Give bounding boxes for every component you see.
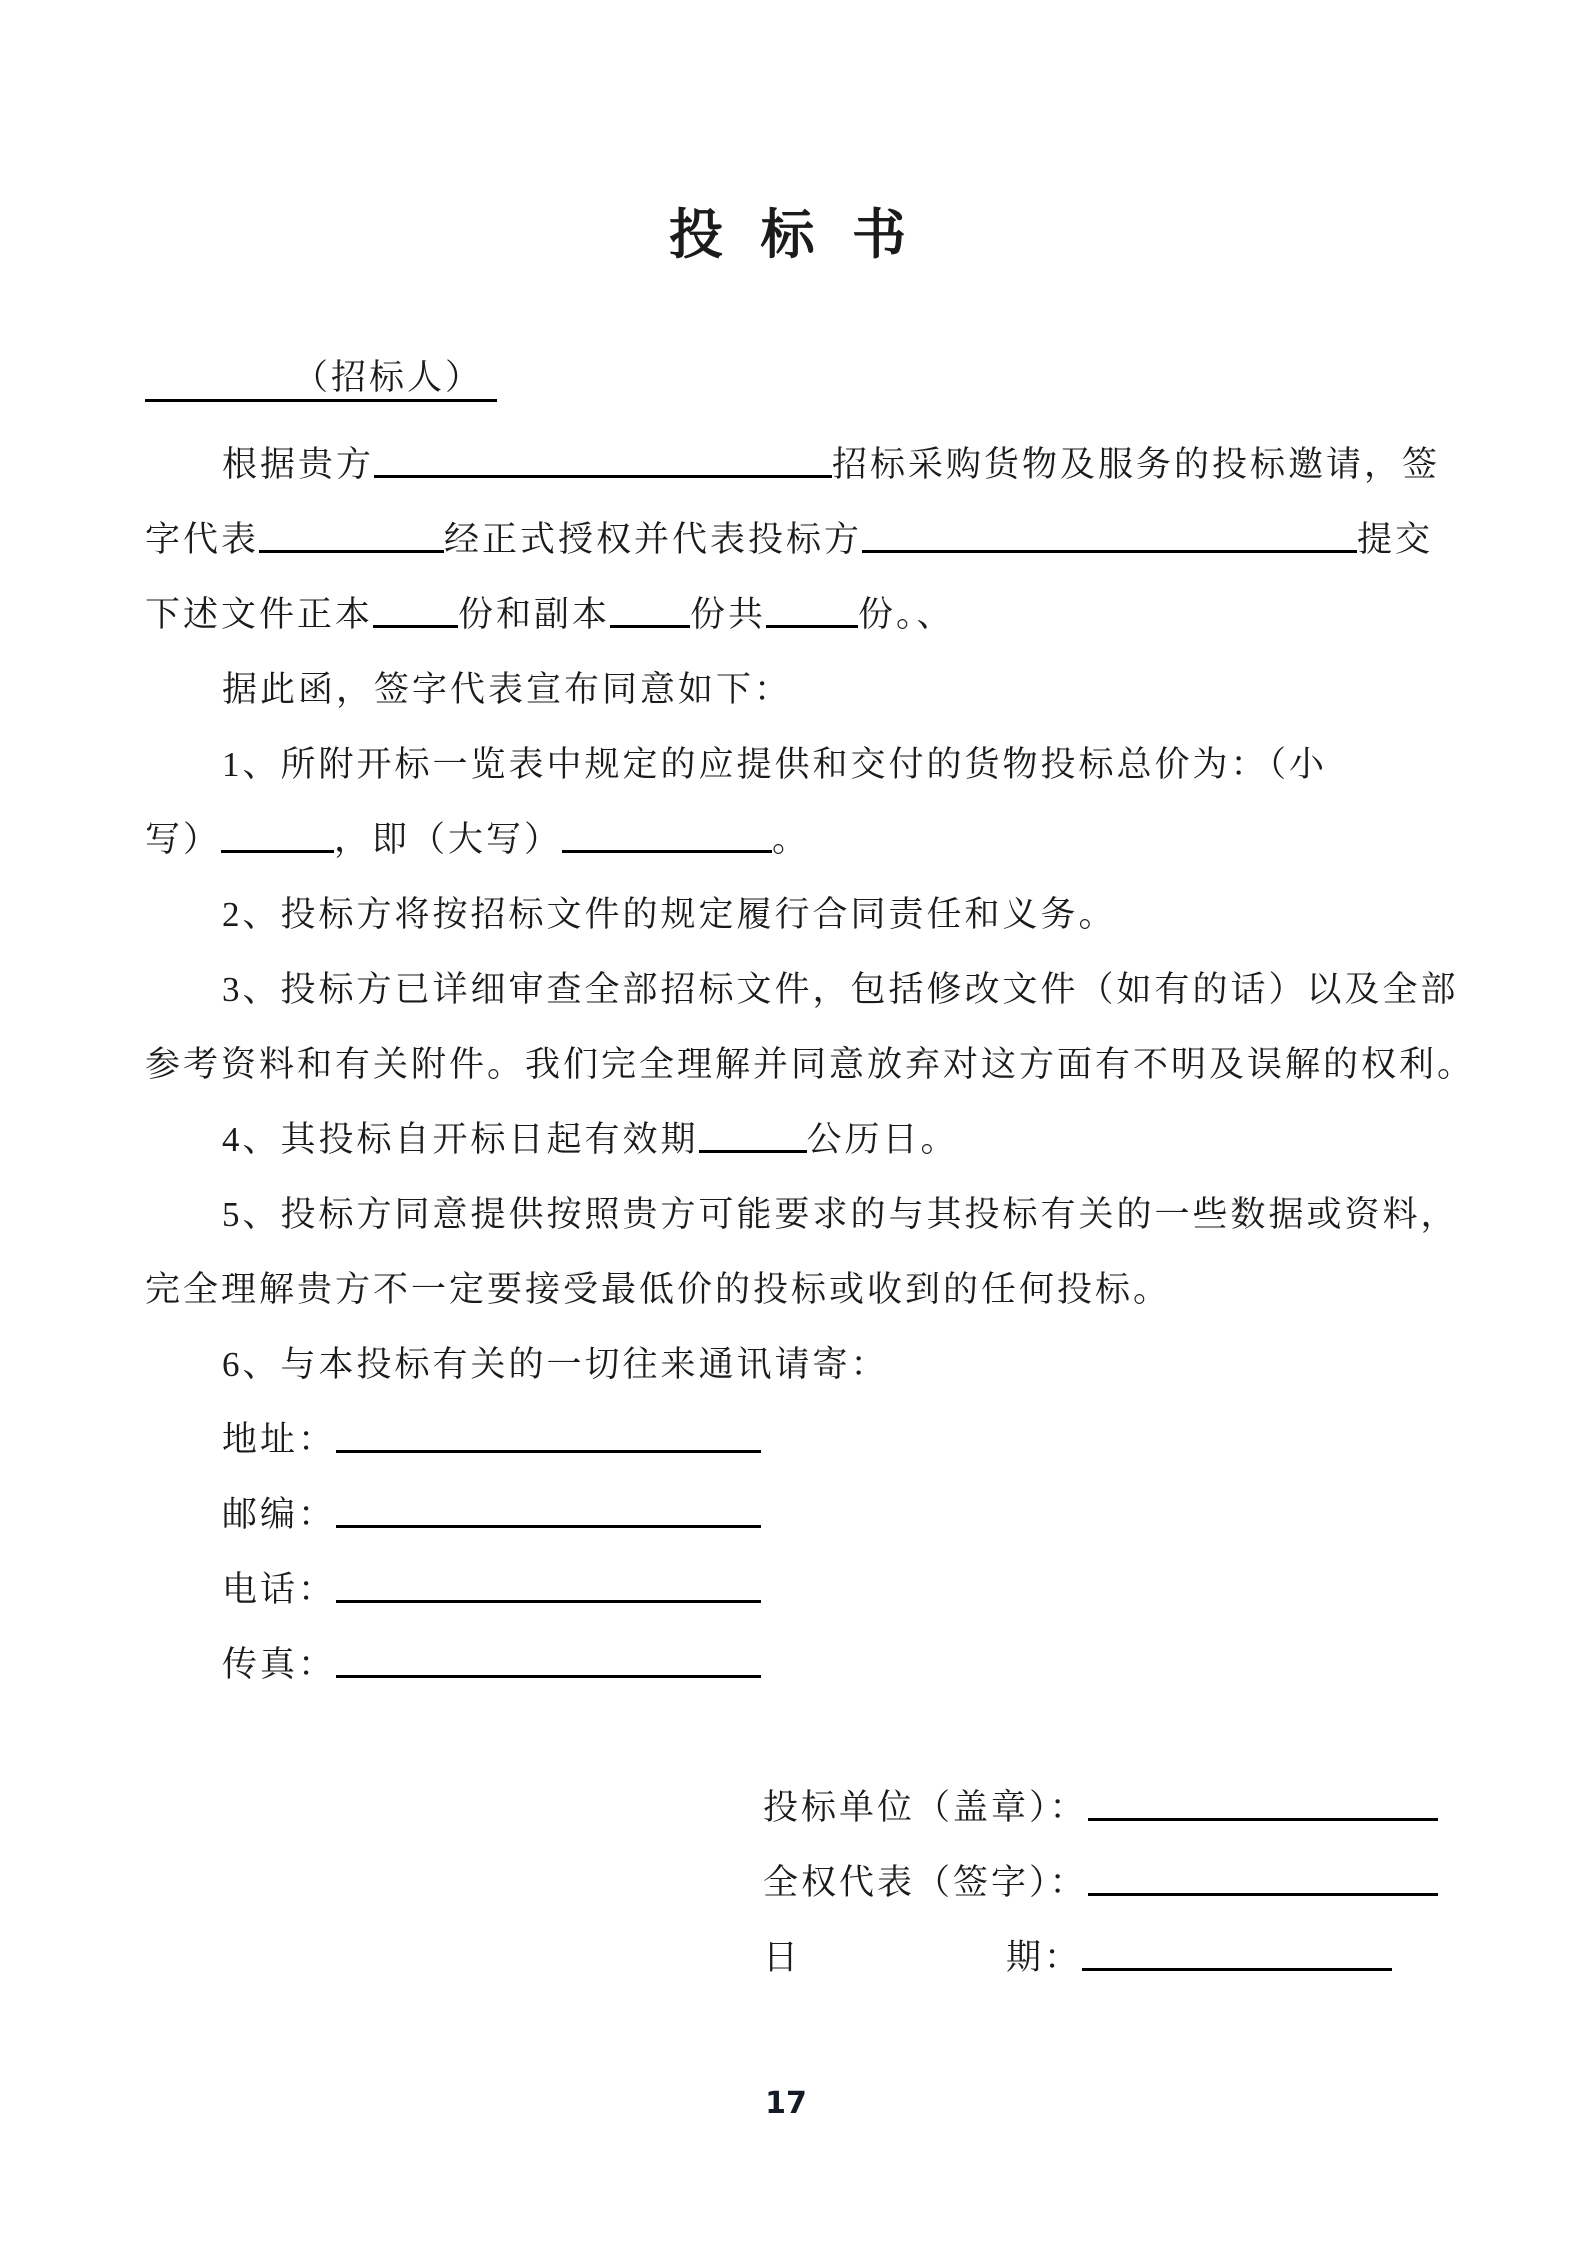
authorized-rep-blank xyxy=(1088,1887,1438,1896)
item-5-line-1 xyxy=(145,1177,1459,1252)
address-line xyxy=(145,1402,1445,1477)
item-4-line xyxy=(145,1102,1445,1177)
inviter-name-blank xyxy=(374,469,832,478)
item-1-text-d: 。 xyxy=(772,820,811,859)
item-6-line xyxy=(145,1327,1445,1402)
intro-text-1a: 根据贵方 xyxy=(222,445,375,484)
item-2-line xyxy=(145,877,1445,952)
item-6-text: 6、与本投标有关的一切往来通讯请寄： xyxy=(222,1345,889,1384)
intro-line-1 xyxy=(145,427,1445,502)
item-1-text-a: 1、所附开标一览表中规定的应提供和交付的货物投标总价为：（小 xyxy=(222,745,1328,784)
authorized-rep-label: 全权代表（签字）： xyxy=(763,1863,1088,1902)
date-blank xyxy=(1082,1962,1392,1971)
item-1-text-b: 写） xyxy=(145,820,222,859)
phone-blank xyxy=(336,1594,761,1603)
bidder-name-blank xyxy=(862,544,1357,553)
fax-blank xyxy=(336,1669,761,1678)
intro-text-3d: 份。、 xyxy=(858,595,955,634)
intro-text-2b: 经正式授权并代表投标方 xyxy=(444,520,863,559)
item-4-text-b: 公历日。 xyxy=(806,1120,959,1159)
page-title: 投 标 书 xyxy=(669,205,918,265)
item-5-text-b: 完全理解贵方不一定要接受最低价的投标或收到的任何投标。 xyxy=(145,1270,1172,1309)
declaration-line xyxy=(145,652,1445,727)
tenderer-name-blank xyxy=(145,356,497,402)
intro-text-3c: 份共 xyxy=(690,595,767,634)
total-count-blank xyxy=(766,619,858,628)
intro-line-3 xyxy=(145,577,1445,652)
page-number: 17 xyxy=(765,2086,807,2121)
item-1-line-2 xyxy=(145,802,1445,877)
item-5-text-a: 5、投标方同意提供按照贵方可能要求的与其投标有关的一些数据或资料， xyxy=(222,1195,1459,1234)
intro-text-3a: 下述文件正本 xyxy=(145,595,374,634)
zip-blank xyxy=(336,1519,761,1528)
price-words-blank xyxy=(562,844,772,853)
date-label-gap xyxy=(801,1967,1006,1969)
price-figures-blank xyxy=(221,844,334,853)
fax-line xyxy=(145,1627,1445,1702)
intro-text-2a: 字代表 xyxy=(145,520,260,559)
item-2-text: 2、投标方将按招标文件的规定履行合同责任和义务。 xyxy=(222,895,1117,934)
bidder-unit-label: 投标单位（盖章）： xyxy=(763,1788,1088,1827)
item-3-line-1 xyxy=(145,952,1459,1027)
copy-count-blank xyxy=(610,619,690,628)
original-count-blank xyxy=(373,619,458,628)
intro-text-2c: 提交 xyxy=(1357,520,1434,559)
address-label: 地址： xyxy=(222,1420,337,1459)
item-3-text-b: 参考资料和有关附件。我们完全理解并同意放弃对这方面有不明及误解的权利。 xyxy=(145,1045,1476,1084)
tenderer-line xyxy=(145,356,497,402)
fax-label: 传真： xyxy=(222,1645,337,1684)
tenderer-label: （招标人） xyxy=(292,358,483,397)
signature-block xyxy=(145,1770,1445,1995)
validity-days-blank xyxy=(699,1144,807,1153)
address-blank xyxy=(336,1444,761,1453)
item-5-line-2 xyxy=(145,1252,1445,1327)
bidder-unit-line xyxy=(145,1770,1445,1845)
intro-text-3b: 份和副本 xyxy=(458,595,611,634)
signer-name-blank xyxy=(259,544,444,553)
phone-line xyxy=(145,1552,1445,1627)
item-3-text-a: 3、投标方已详细审查全部招标文件，包括修改文件（如有的话）以及全部 xyxy=(222,970,1459,1009)
date-label-right: 期： xyxy=(1006,1938,1083,1977)
bidder-unit-blank xyxy=(1088,1812,1438,1821)
intro-text-1b: 招标采购货物及服务的投标邀请，签 xyxy=(832,445,1441,484)
intro-line-2 xyxy=(145,502,1445,577)
item-1-text-c: ，即（大写） xyxy=(334,820,563,859)
zip-label: 邮编： xyxy=(222,1495,337,1534)
zip-line xyxy=(145,1477,1445,1552)
authorized-rep-line xyxy=(145,1845,1445,1920)
date-label-left: 日 xyxy=(763,1938,802,1977)
phone-label: 电话： xyxy=(222,1570,337,1609)
item-4-text-a: 4、其投标自开标日起有效期 xyxy=(222,1120,699,1159)
declaration-text: 据此函，签字代表宣布同意如下： xyxy=(222,670,793,709)
item-1-line-1 xyxy=(145,727,1445,802)
date-line xyxy=(145,1920,1445,1995)
item-3-line-2 xyxy=(145,1027,1476,1102)
document-body xyxy=(145,427,1476,1702)
